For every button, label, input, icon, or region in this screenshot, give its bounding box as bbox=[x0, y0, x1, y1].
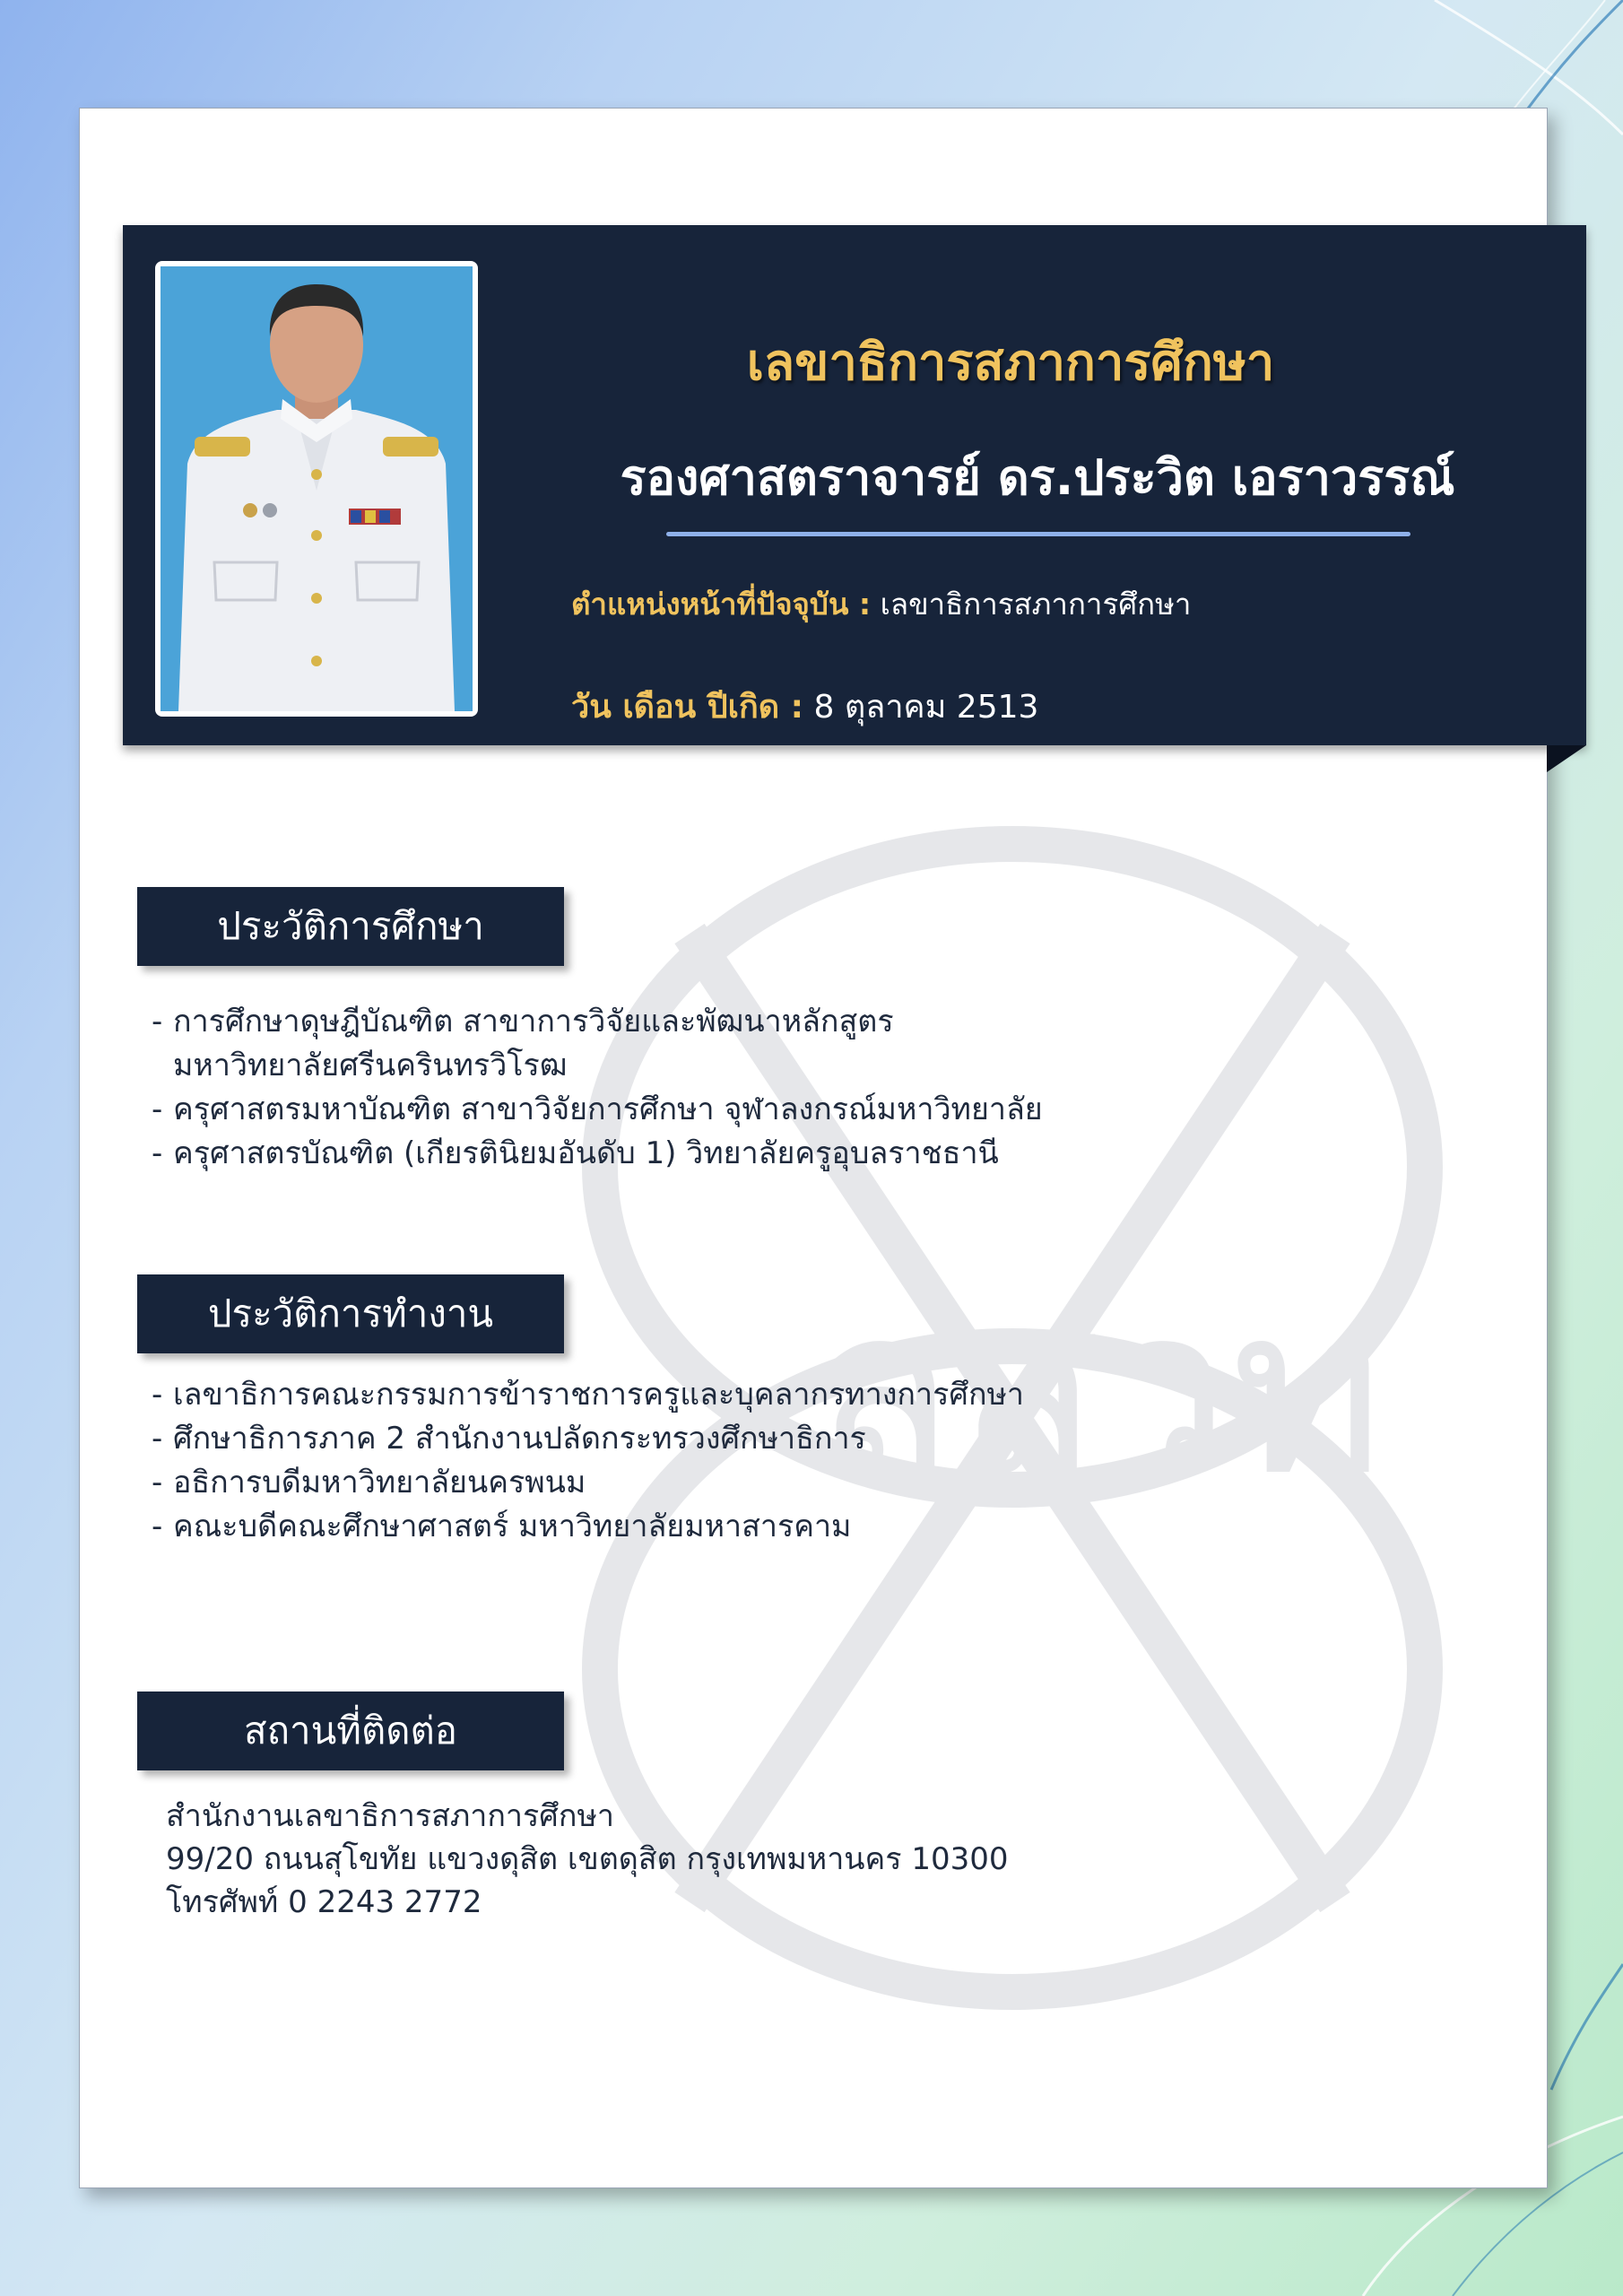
page-title: เลขาธิการสภาการศึกษา bbox=[746, 334, 1275, 392]
watermark-text: สสวท bbox=[815, 1257, 1384, 1527]
title-divider bbox=[666, 532, 1410, 536]
birth-date bbox=[571, 681, 1038, 732]
position-label: ตำแหน่งหน้าที่ปัจจุบัน : bbox=[571, 587, 872, 622]
list-item: - ครุศาสตรมหาบัณฑิต สาขาวิจัยการศึกษา จุฬาลงกรณ์มหาวิทยาลัย bbox=[152, 1091, 1043, 1127]
position-value: เลขาธิการสภาการศึกษา bbox=[880, 587, 1192, 622]
list-item: - การศึกษาดุษฎีบัณฑิต สาขาการวิจัยและพัฒนาหลักสูตร มหาวิทยาลัยศรีนครินทรวิโรฒ bbox=[152, 1004, 894, 1083]
list-item: - ครุศาสตรบัณฑิต (เกียรตินิยมอันดับ 1) วิทยาลัยครูอุบลราชธานี bbox=[152, 1135, 999, 1171]
contact-heading: สถานที่ติดต่อ bbox=[137, 1692, 564, 1770]
work-list bbox=[152, 1373, 1024, 1549]
profile-card bbox=[79, 108, 1548, 2188]
list-item: - เลขาธิการคณะกรรมการข้าราชการครูและบุคลากรทางการศึกษา bbox=[152, 1377, 1025, 1413]
contact-address: 99/20 ถนนสุโขทัย แขวงดุสิต เขตดุสิต กรุงเทพมหานคร 10300 bbox=[166, 1841, 1009, 1877]
education-heading: ประวัติการศึกษา bbox=[137, 887, 564, 966]
portrait-photo-icon bbox=[161, 266, 473, 711]
education-list bbox=[152, 1000, 1043, 1176]
list-item: - อธิการบดีมหาวิทยาลัยนครพนม bbox=[152, 1465, 586, 1500]
contact-block bbox=[166, 1795, 1009, 1924]
work-heading: ประวัติการทำงาน bbox=[137, 1274, 564, 1353]
portrait-frame bbox=[155, 261, 478, 717]
current-position bbox=[571, 580, 1191, 628]
list-item: - ศึกษาธิการภาค 2 สำนักงานปลัดกระทรวงศึกษาธิการ bbox=[152, 1421, 866, 1457]
contact-phone: โทรศัพท์ 0 2243 2772 bbox=[166, 1884, 482, 1920]
header-banner bbox=[123, 225, 1586, 745]
person-name: รองศาสตราจารย์ ดร.ประวิต เอราวรรณ์ bbox=[620, 449, 1455, 506]
birth-label: วัน เดือน ปีเกิด : bbox=[571, 689, 804, 726]
list-item: - คณะบดีคณะศึกษาศาสตร์ มหาวิทยาลัยมหาสารคาม bbox=[152, 1509, 852, 1544]
birth-value: 8 ตุลาคม 2513 bbox=[813, 689, 1039, 726]
contact-office: สำนักงานเลขาธิการสภาการศึกษา bbox=[166, 1798, 614, 1834]
